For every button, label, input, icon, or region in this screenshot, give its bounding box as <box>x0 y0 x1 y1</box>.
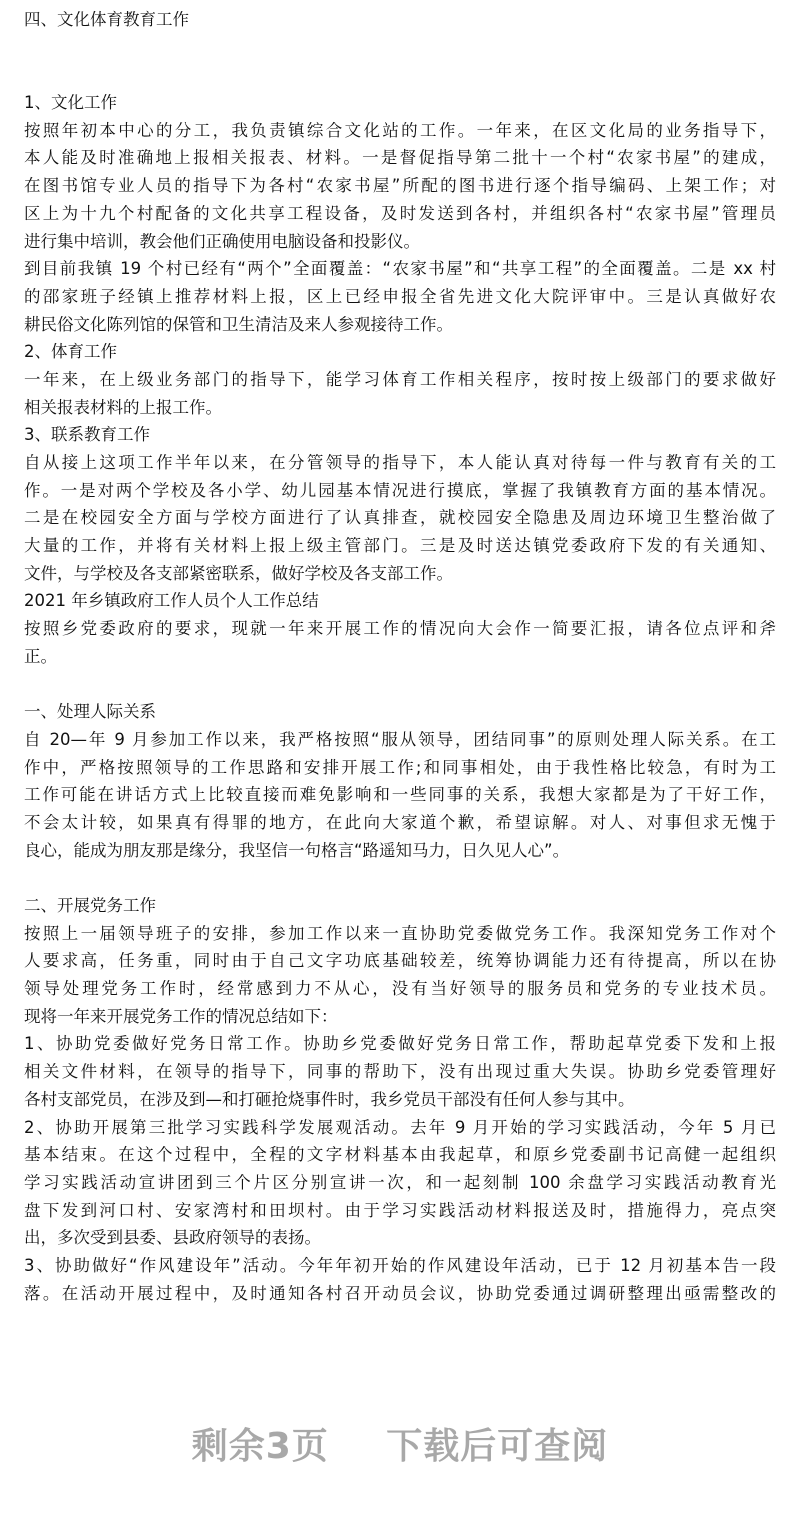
text-line: 四、文化体育教育工作 <box>24 10 189 29</box>
text-line: 落。在活动开展过程中，及时通知各村召开动员会议，协助党委通过调研整理出亟需整改的 <box>24 1283 776 1303</box>
text-line: 二是在校园安全方面与学校方面进行了认真排查，就校园安全隐患及周边环境卫生整治做了 <box>24 508 776 528</box>
text-line: 领导处理党务工作时，经常感到力不从心，没有当好领导的服务员和党务的专业技术员。 <box>24 979 776 999</box>
text-line: 按照年初本中心的分工，我负责镇综合文化站的工作。一年来，在区文化局的业务指导下， <box>24 120 776 140</box>
text-line: 3、协助做好“作风建设年”活动。今年年初开始的作风建设年活动，已于 12 月初基本告一段 <box>24 1255 776 1275</box>
text-line: 本人能及时准确地上报相关报表、材料。一是督促指导第二批十一个村“农家书屋”的建成， <box>24 148 776 168</box>
text-line: 到目前我镇 19 个村已经有“两个”全面覆盖：“农家书屋”和“共享工程”的全面覆盖。二是 xx 村 <box>24 259 776 279</box>
text-line: 盘下发到河口村、安家湾村和田坝村。由于学习实践活动材料报送及时，措施得力，亮点突 <box>24 1200 776 1220</box>
text-line: 的邵家班子经镇上推荐材料上报，区上已经申报全省先进文化大院评审中。三是认真做好农 <box>24 286 776 306</box>
text-line: 人要求高，任务重，同时由于自己文字功底基础较差，统筹协调能力还有待提高，所以在协 <box>24 951 776 971</box>
text-line: 基本结束。在这个过程中，全程的文字材料基本由我起草，和原乡党委副书记高健一起组织 <box>24 1145 776 1165</box>
blank-line <box>24 34 776 62</box>
text-line: 各村支部党员，在涉及到—和打砸抢烧事件时，我乡党员干部没有任何人参与其中。 <box>24 1089 635 1109</box>
blank-line <box>24 864 776 892</box>
text-line: 2、协助开展第三批学习实践科学发展观活动。去年 9 月开始的学习实践活动，今年 5 月已 <box>24 1117 776 1137</box>
text-line: 按照乡党委政府的要求，现就一年来开展工作的情况向大会作一简要汇报，请各位点评和斧 <box>24 619 776 639</box>
text-line: 自 20—年 9 月参加工作以来，我严格按照“服从领导，团结同事”的原则处理人际关系。在工 <box>24 729 776 749</box>
text-line: 作。一是对两个学校及各小学、幼儿园基本情况进行摸底，掌握了我镇教育方面的基本情况。 <box>24 480 776 500</box>
text-line: 大量的工作，并将有关材料上报上级主管部门。三是及时送达镇党委政府下发的有关通知、 <box>24 536 776 556</box>
remaining-pages-text: 剩余3页 <box>191 1426 329 1467</box>
text-line: 现将一年来开展党务工作的情况总结如下： <box>24 1006 338 1026</box>
text-line: 一年来，在上级业务部门的指导下，能学习体育工作相关程序，按时按上级部门的要求做好 <box>24 369 776 389</box>
text-line: 自从接上这项工作半年以来，在分管领导的指导下，本人能认真对待每一件与教育有关的工 <box>24 453 776 472</box>
text-line: 耕民俗文化陈列馆的保管和卫生清洁及来人参观接待工作。 <box>24 314 453 334</box>
text-line: 3、联系教育工作 <box>24 425 150 445</box>
text-line: 2、体育工作 <box>24 342 117 362</box>
download-prompt[interactable] <box>0 1418 800 1469</box>
text-line: 相关文件材料，在领导的指导下，同事的帮助下，没有出现过重大失误。协助乡党委管理好 <box>24 1062 776 1082</box>
text-line: 正。 <box>24 646 57 666</box>
text-line: 在图书馆专业人员的指导下为各村“农家书屋”所配的图书进行逐个指导编码、上架工作；对 <box>24 176 776 196</box>
text-line: 工作可能在讲话方式上比较直接而难免影响和一些同事的关系，我想大家都是为了干好工作， <box>24 785 776 805</box>
text-line: 按照上一届领导班子的安排，参加工作以来一直协助党委做党务工作。我深知党务工作对个 <box>24 923 776 943</box>
text-line: 区上为十九个村配备的文化共享工程设备，及时发送到各村，并组织各村“农家书屋”管理员 <box>24 203 776 223</box>
text-line: 1、文化工作 <box>24 93 117 113</box>
text-line: 二、开展党务工作 <box>24 896 156 915</box>
text-line: 不会太计较，如果真有得罪的地方，在此向大家道个歉，希望谅解。对人、对事但求无愧于 <box>24 812 776 832</box>
text-line: 文件，与学校及各支部紧密联系，做好学校及各支部工作。 <box>24 563 453 583</box>
text-line: 学习实践活动宣讲团到三个片区分别宣讲一次，和一起刻制 100 余盘学习实践活动教育光 <box>24 1172 776 1192</box>
text-line: 出，多次受到县委、县政府领导的表扬。 <box>24 1228 321 1248</box>
text-line: 相关报表材料的上报工作。 <box>24 397 222 417</box>
text-line: 良心，能成为朋友那是缘分，我坚信一句格言“路遥知马力，日久见人心”。 <box>24 840 570 860</box>
text-line: 2021 年乡镇政府工作人员个人工作总结 <box>24 591 319 611</box>
text-line: 一、处理人际关系 <box>24 702 156 722</box>
blank-line <box>24 671 776 699</box>
blank-line <box>24 61 776 89</box>
text-line: 作中，严格按照领导的工作思路和安排开展工作;和同事相处，由于我性格比较急，有时为工 <box>24 757 776 777</box>
document-body <box>24 6 776 1307</box>
text-line: 1、协助党委做好党务日常工作。协助乡党委做好党务日常工作，帮助起草党委下发和上报 <box>24 1034 776 1054</box>
text-line: 进行集中培训，教会他们正确使用电脑设备和投影仪。 <box>24 231 420 251</box>
download-to-view-text[interactable]: 下载后可查阅 <box>386 1426 609 1467</box>
